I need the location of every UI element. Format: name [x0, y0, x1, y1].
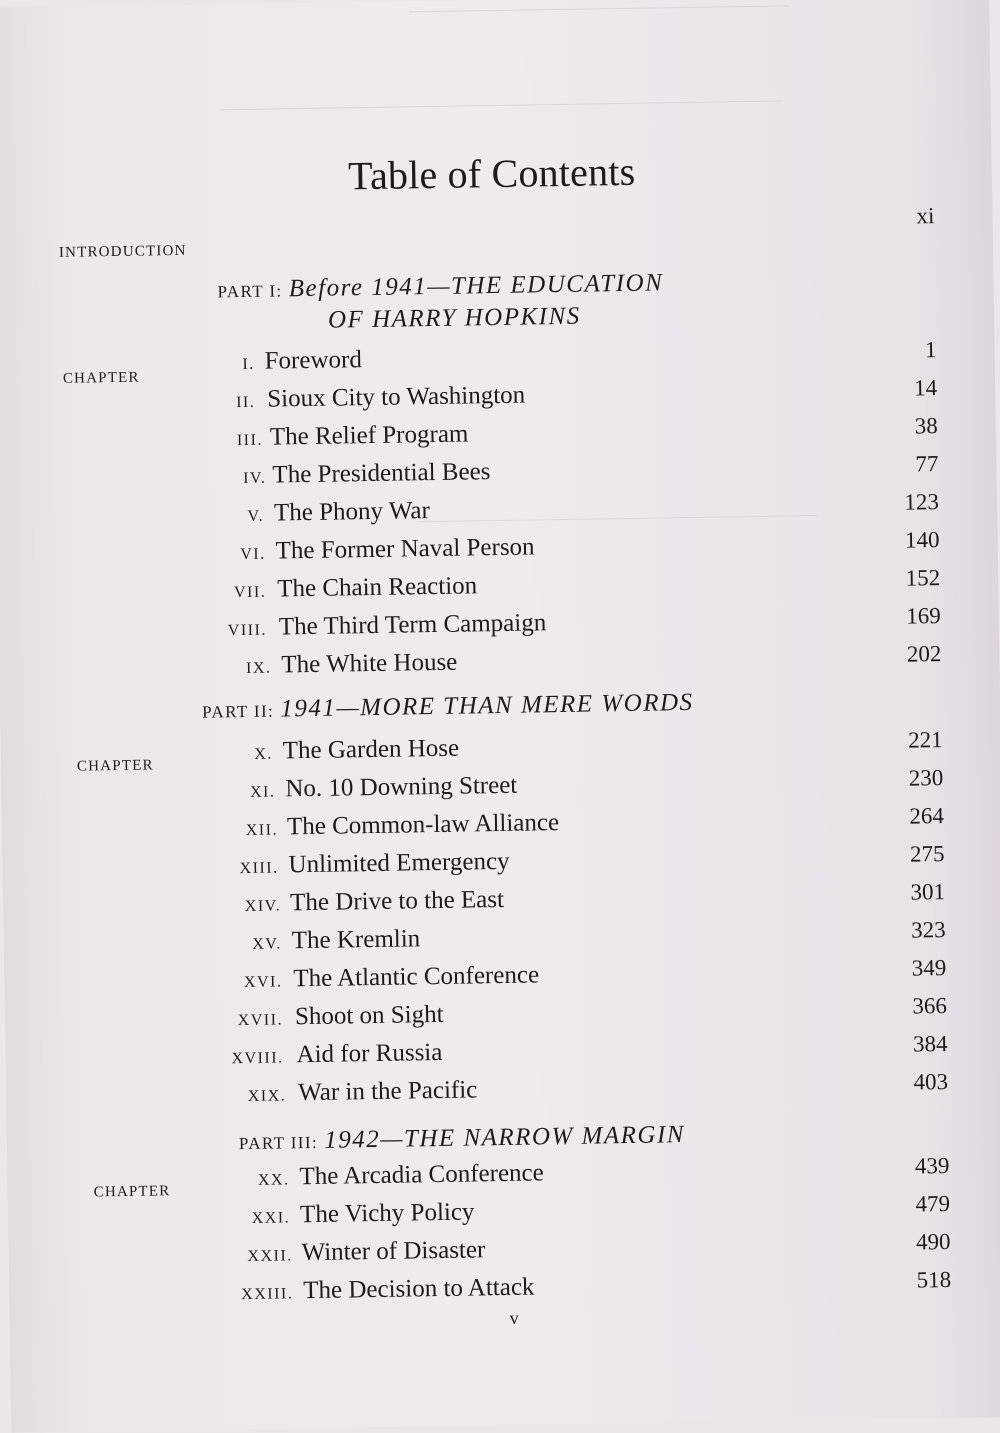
chapter-title: The Common-law Alliance: [286, 809, 560, 841]
chapter-number: II.: [236, 393, 256, 412]
chapter-number: IX.: [245, 659, 272, 677]
part-title: 1941—MORE THAN MERE WORDS: [280, 688, 694, 723]
page-number: 403: [913, 1069, 949, 1095]
show-through-bleed: [221, 101, 781, 133]
introduction-label: INTRODUCTION: [58, 242, 187, 261]
page-number: 301: [910, 879, 946, 905]
chapter-title: The Garden Hose: [282, 734, 460, 765]
part-title-line-2: OF HARRY HOPKINS: [327, 302, 581, 334]
chapter-title: The Atlantic Conference: [293, 961, 540, 993]
part-label: PART I:: [217, 281, 283, 302]
chapter-title: The Presidential Bees: [272, 458, 491, 489]
page-number: 202: [906, 641, 942, 667]
page-folio: v: [509, 1307, 519, 1328]
page-number: 123: [904, 489, 940, 515]
page-number: 479: [915, 1190, 951, 1217]
chapter-title: Unlimited Emergency: [288, 847, 510, 879]
page-number: 1: [924, 337, 937, 363]
page-number: 366: [912, 993, 948, 1019]
part-heading: [202, 689, 694, 725]
page-number: 275: [909, 841, 945, 867]
chapter-number: XIX.: [247, 1087, 287, 1106]
chapter-number: XX.: [257, 1171, 290, 1189]
chapter-title: The Third Term Campaign: [278, 609, 547, 641]
page-number: 230: [908, 765, 944, 791]
page-title: Table of Contents: [347, 148, 636, 199]
chapter-title: The Phony War: [273, 497, 431, 527]
part-heading: [239, 1121, 686, 1156]
chapter-title: The Drive to the East: [289, 885, 505, 917]
part-heading: [217, 269, 663, 304]
page-number: 490: [915, 1228, 951, 1255]
page-number: 384: [912, 1031, 948, 1057]
part-title: 1942—THE NARROW MARGIN: [324, 1121, 686, 1154]
chapter-title: The Arcadia Conference: [299, 1159, 544, 1191]
chapter-number: XIII.: [239, 859, 279, 878]
chapter-number: VI.: [240, 545, 266, 564]
chapter-label: CHAPTER: [93, 1183, 171, 1201]
chapter-title: The Vichy Policy: [299, 1198, 475, 1229]
page-number: 439: [914, 1153, 950, 1179]
chapter-title: War in the Pacific: [297, 1076, 478, 1107]
chapter-number: XVII.: [237, 1011, 284, 1030]
chapter-title: The White House: [281, 648, 458, 679]
chapter-number: XVI.: [243, 973, 283, 992]
chapter-title: Winter of Disaster: [301, 1236, 486, 1267]
chapter-label: CHAPTER: [76, 757, 154, 775]
chapter-title: Aid for Russia: [296, 1038, 443, 1069]
part-label: PART II:: [202, 701, 275, 722]
chapter-number: XII.: [245, 821, 279, 840]
chapter-title: The Kremlin: [291, 925, 421, 955]
page-number: 518: [916, 1266, 952, 1293]
part-label: PART III:: [238, 1132, 319, 1154]
chapter-number: VII.: [233, 583, 267, 602]
chapter-number: XIV.: [244, 897, 282, 916]
chapter-title: Sioux City to Washington: [267, 381, 526, 413]
chapter-number: I.: [242, 355, 255, 374]
page-number: 169: [906, 603, 941, 629]
introduction-page-number: xi: [916, 203, 935, 229]
page-number: 14: [913, 375, 938, 401]
page-number: 349: [911, 955, 947, 981]
page-number: 152: [905, 565, 941, 591]
show-through-bleed: [409, 5, 790, 72]
chapter-number: XXI.: [251, 1209, 291, 1227]
chapter-number: XXIII.: [241, 1285, 294, 1304]
page-number: 264: [909, 803, 945, 829]
chapter-title: Foreword: [264, 346, 363, 375]
chapter-label: CHAPTER: [62, 369, 140, 387]
page-number: 38: [914, 413, 938, 439]
chapter-number: IV.: [243, 469, 267, 488]
page-number: 221: [907, 727, 943, 753]
chapter-number: XV.: [252, 935, 282, 953]
chapter-title: The Chain Reaction: [277, 572, 478, 603]
chapter-number: V.: [247, 507, 265, 525]
chapter-title: Shoot on Sight: [294, 1000, 444, 1031]
chapter-number: III.: [236, 431, 264, 450]
part-title: Before 1941—THE EDUCATION: [288, 269, 664, 303]
page-number: 77: [915, 451, 939, 477]
chapter-number: XXII.: [247, 1247, 293, 1266]
chapter-number: XVIII.: [231, 1049, 284, 1068]
page-number: 140: [904, 527, 940, 553]
chapter-title: The Former Naval Person: [275, 533, 535, 565]
chapter-title: The Relief Program: [269, 420, 469, 451]
chapter-title: No. 10 Downing Street: [285, 771, 518, 803]
chapter-number: XI.: [249, 783, 276, 801]
page-number: 323: [910, 917, 946, 943]
chapter-number: VIII.: [227, 621, 268, 640]
chapter-title: The Decision to Attack: [303, 1273, 535, 1305]
chapter-number: X.: [254, 745, 273, 763]
